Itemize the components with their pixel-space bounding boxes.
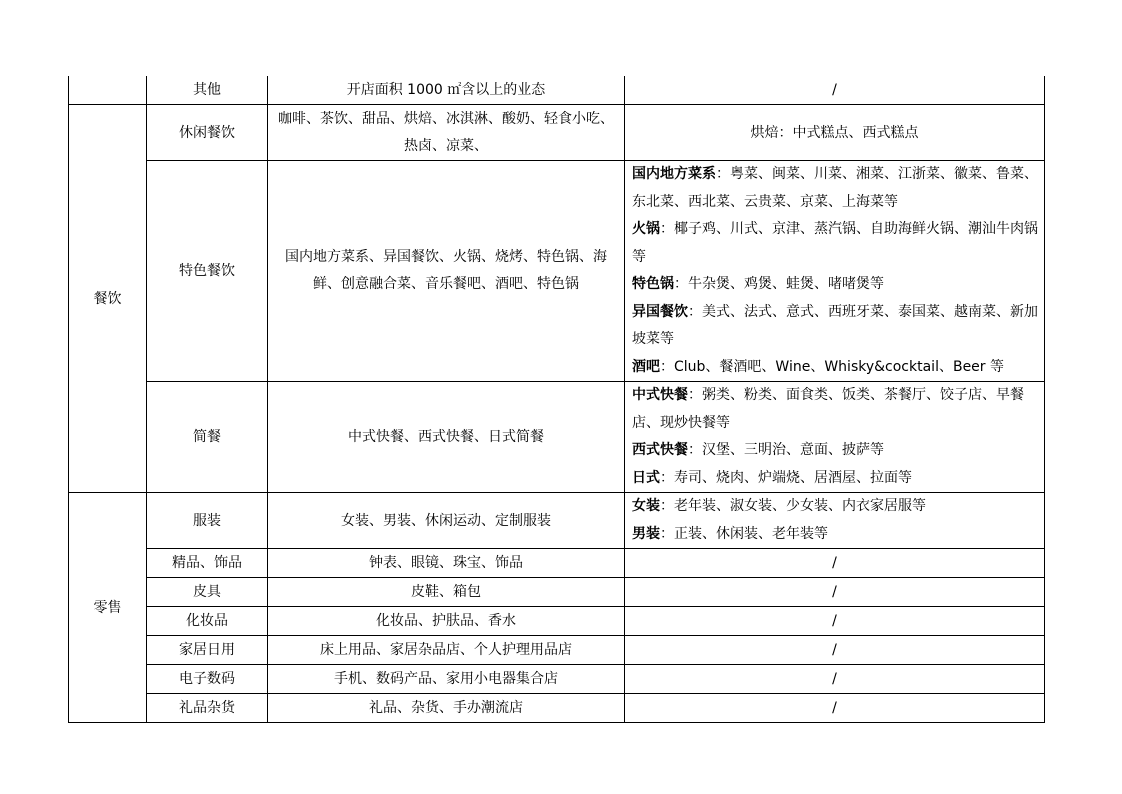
detail-text: ：椰子鸡、川式、京津、蒸汽锅、自助海鲜火锅、潮汕牛肉锅等 bbox=[632, 221, 1038, 265]
detail-head: 国内地方菜系 bbox=[632, 166, 716, 182]
table-row bbox=[69, 76, 1045, 105]
detail-line bbox=[632, 299, 1038, 354]
detail-text: ：美式、法式、意式、西班牙菜、泰国菜、越南菜、新加坡菜等 bbox=[632, 303, 1038, 347]
detail-line bbox=[632, 216, 1038, 271]
detail-text: ：粤菜、闽菜、川菜、湘菜、江浙菜、徽菜、鲁菜、东北菜、西北菜、云贵菜、京菜、上海菜等 bbox=[632, 166, 1038, 210]
table-row bbox=[69, 636, 1045, 665]
category-cell: 电子数码 bbox=[147, 665, 268, 694]
formats-cell: 钟表、眼镜、珠宝、饰品 bbox=[268, 549, 625, 578]
formats-cell: 化妆品、护肤品、香水 bbox=[268, 607, 625, 636]
detail-line bbox=[632, 465, 1038, 493]
formats-cell: 礼品、杂货、手办潮流店 bbox=[268, 694, 625, 723]
detail-head: 男装 bbox=[632, 525, 660, 542]
group-cell: 餐饮 bbox=[69, 105, 147, 493]
detail-line bbox=[632, 382, 1038, 437]
category-cell: 礼品杂货 bbox=[147, 694, 268, 723]
detail-line bbox=[632, 437, 1038, 465]
detail-text: ：正装、休闲装、老年装等 bbox=[660, 525, 828, 542]
detail-head: 中式快餐 bbox=[632, 387, 688, 403]
detail-line bbox=[632, 493, 1038, 521]
formats-cell: 女装、男装、休闲运动、定制服装 bbox=[268, 493, 625, 549]
table-row bbox=[69, 694, 1045, 723]
table-row bbox=[69, 105, 1045, 161]
table-row bbox=[69, 607, 1045, 636]
formats-cell: 国内地方菜系、异国餐饮、火锅、烧烤、特色锅、海鲜、创意融合菜、音乐餐吧、酒吧、特色锅 bbox=[268, 161, 625, 382]
details-cell: / bbox=[625, 578, 1045, 607]
detail-text: ：粥类、粉类、面食类、饭类、茶餐厅、饺子店、早餐店、现炒快餐等 bbox=[632, 387, 1024, 431]
detail-text: ：老年装、淑女装、少女装、内衣家居服等 bbox=[660, 498, 926, 514]
detail-head: 西式快餐 bbox=[632, 442, 688, 458]
table-row bbox=[69, 549, 1045, 578]
formats-cell: 中式快餐、西式快餐、日式简餐 bbox=[268, 382, 625, 493]
category-cell: 化妆品 bbox=[147, 607, 268, 636]
details-cell bbox=[625, 382, 1045, 493]
table-row bbox=[69, 578, 1045, 607]
detail-text: ：汉堡、三明治、意面、披萨等 bbox=[688, 442, 884, 458]
detail-head: 火锅 bbox=[632, 221, 660, 237]
formats-cell: 咖啡、茶饮、甜品、烘焙、冰淇淋、酸奶、轻食小吃、热卤、凉菜、 bbox=[268, 105, 625, 161]
category-cell: 特色餐饮 bbox=[147, 161, 268, 382]
formats-cell: 手机、数码产品、家用小电器集合店 bbox=[268, 665, 625, 694]
formats-cell: 床上用品、家居杂品店、个人护理用品店 bbox=[268, 636, 625, 665]
formats-cell: 开店面积 1000 ㎡含以上的业态 bbox=[268, 76, 625, 105]
category-cell: 精品、饰品 bbox=[147, 549, 268, 578]
detail-text: ：牛杂煲、鸡煲、蛙煲、啫啫煲等 bbox=[674, 276, 884, 292]
detail-head: 酒吧 bbox=[632, 358, 660, 375]
category-cell: 其他 bbox=[147, 76, 268, 105]
detail-text: ：Club、餐酒吧、Wine、Whisky&cocktail、Beer 等 bbox=[660, 358, 1004, 375]
details-cell: / bbox=[625, 636, 1045, 665]
detail-head: 日式 bbox=[632, 469, 660, 486]
formats-cell: 皮鞋、箱包 bbox=[268, 578, 625, 607]
category-cell: 简餐 bbox=[147, 382, 268, 493]
details-cell bbox=[625, 493, 1045, 549]
category-cell: 服装 bbox=[147, 493, 268, 549]
details-cell bbox=[625, 161, 1045, 382]
details-cell: 烘焙：中式糕点、西式糕点 bbox=[625, 105, 1045, 161]
detail-line bbox=[632, 521, 1038, 549]
category-cell: 家居日用 bbox=[147, 636, 268, 665]
detail-line bbox=[632, 271, 1038, 299]
category-cell: 休闲餐饮 bbox=[147, 105, 268, 161]
business-format-table bbox=[68, 76, 1045, 723]
detail-head: 特色锅 bbox=[632, 276, 674, 292]
detail-head: 异国餐饮 bbox=[632, 303, 688, 320]
detail-text: ：寿司、烧肉、炉端烧、居酒屋、拉面等 bbox=[660, 469, 912, 486]
table-row bbox=[69, 665, 1045, 694]
details-cell: / bbox=[625, 607, 1045, 636]
group-cell: 零售 bbox=[69, 493, 147, 723]
details-cell: / bbox=[625, 76, 1045, 105]
details-cell: / bbox=[625, 549, 1045, 578]
detail-head: 女装 bbox=[632, 498, 660, 514]
detail-line bbox=[632, 354, 1038, 382]
table-row bbox=[69, 161, 1045, 382]
category-cell: 皮具 bbox=[147, 578, 268, 607]
table-row bbox=[69, 382, 1045, 493]
group-cell bbox=[69, 76, 147, 105]
table-row bbox=[69, 493, 1045, 549]
details-cell: / bbox=[625, 665, 1045, 694]
details-cell: / bbox=[625, 694, 1045, 723]
detail-line bbox=[632, 161, 1038, 216]
